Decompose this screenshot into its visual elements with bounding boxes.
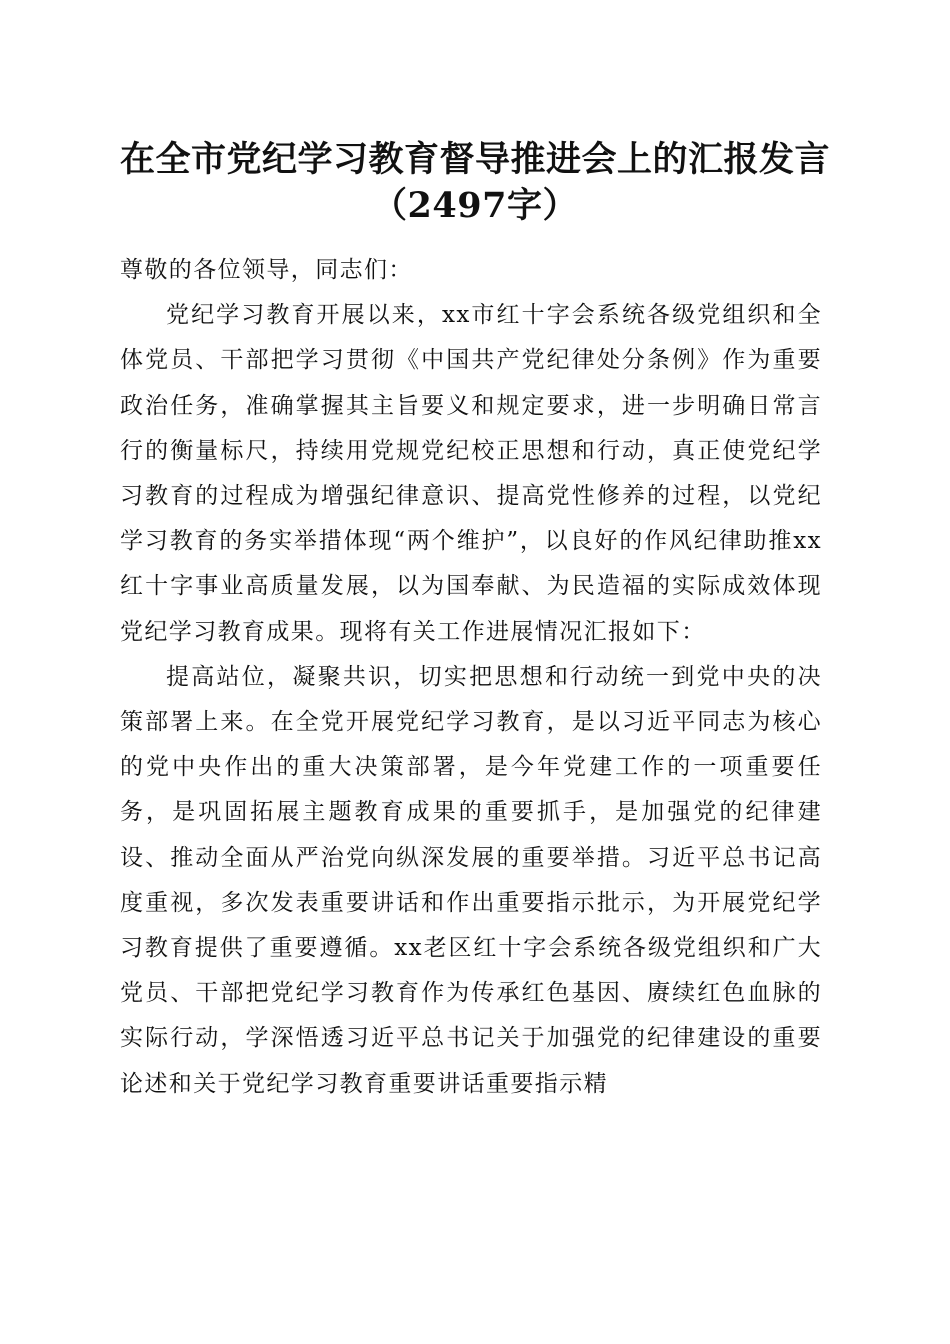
paragraph-section-1: 提高站位，凝聚共识，切实把思想和行动统一到党中央的决策部署上来。在全党开展党纪学习教育，是以习近平同志为核心的党中央作出的重大决策部署，是今年党建工作的一项重要任务，是巩固拓展主题教育成果的重要抓手，是加强党的纪律建设、推动全面从严治党向纵深发展的重要举措。习近平总书记高度重视，多次发表重要讲话和作出重要指示批示，为开展党纪学习教育提供了重要遵循。xx老区红十字会系统各级党组织和广大党员、干部把党纪学习教育作为传承红色基因、赓续红色血脉的实际行动，学深悟透习近平总书记关于加强党的纪律建设的重要论述和关于党纪学习教育重要讲话重要指示精	[120, 663, 822, 1097]
document-subtitle-word-count: （2497字）	[372, 185, 578, 226]
paragraph-intro: 党纪学习教育开展以来，xx市红十字会系统各级党组织和全体党员、干部把学习贯彻《中国共产党纪律处分条例》作为重要政治任务，准确掌握其主旨要义和规定要求，进一步明确日常言行的衡量标尺，持续用党规党纪校正思想和行动，真正使党纪学习教育的过程成为增强纪律意识、提高党性修养的过程，以党纪学习教育的务实举措体现“两个维护”，以良好的作风纪律助推xx红十字事业高质量发展，以为国奉献、为民造福的实际成效体现党纪学习教育成果。现将有关工作进展情况汇报如下：	[120, 302, 822, 645]
salutation: 尊敬的各位领导，同志们：	[120, 257, 413, 283]
document-body	[120, 248, 822, 1107]
document-title: 在全市党纪学习教育督导推进会上的汇报发言	[119, 139, 830, 180]
